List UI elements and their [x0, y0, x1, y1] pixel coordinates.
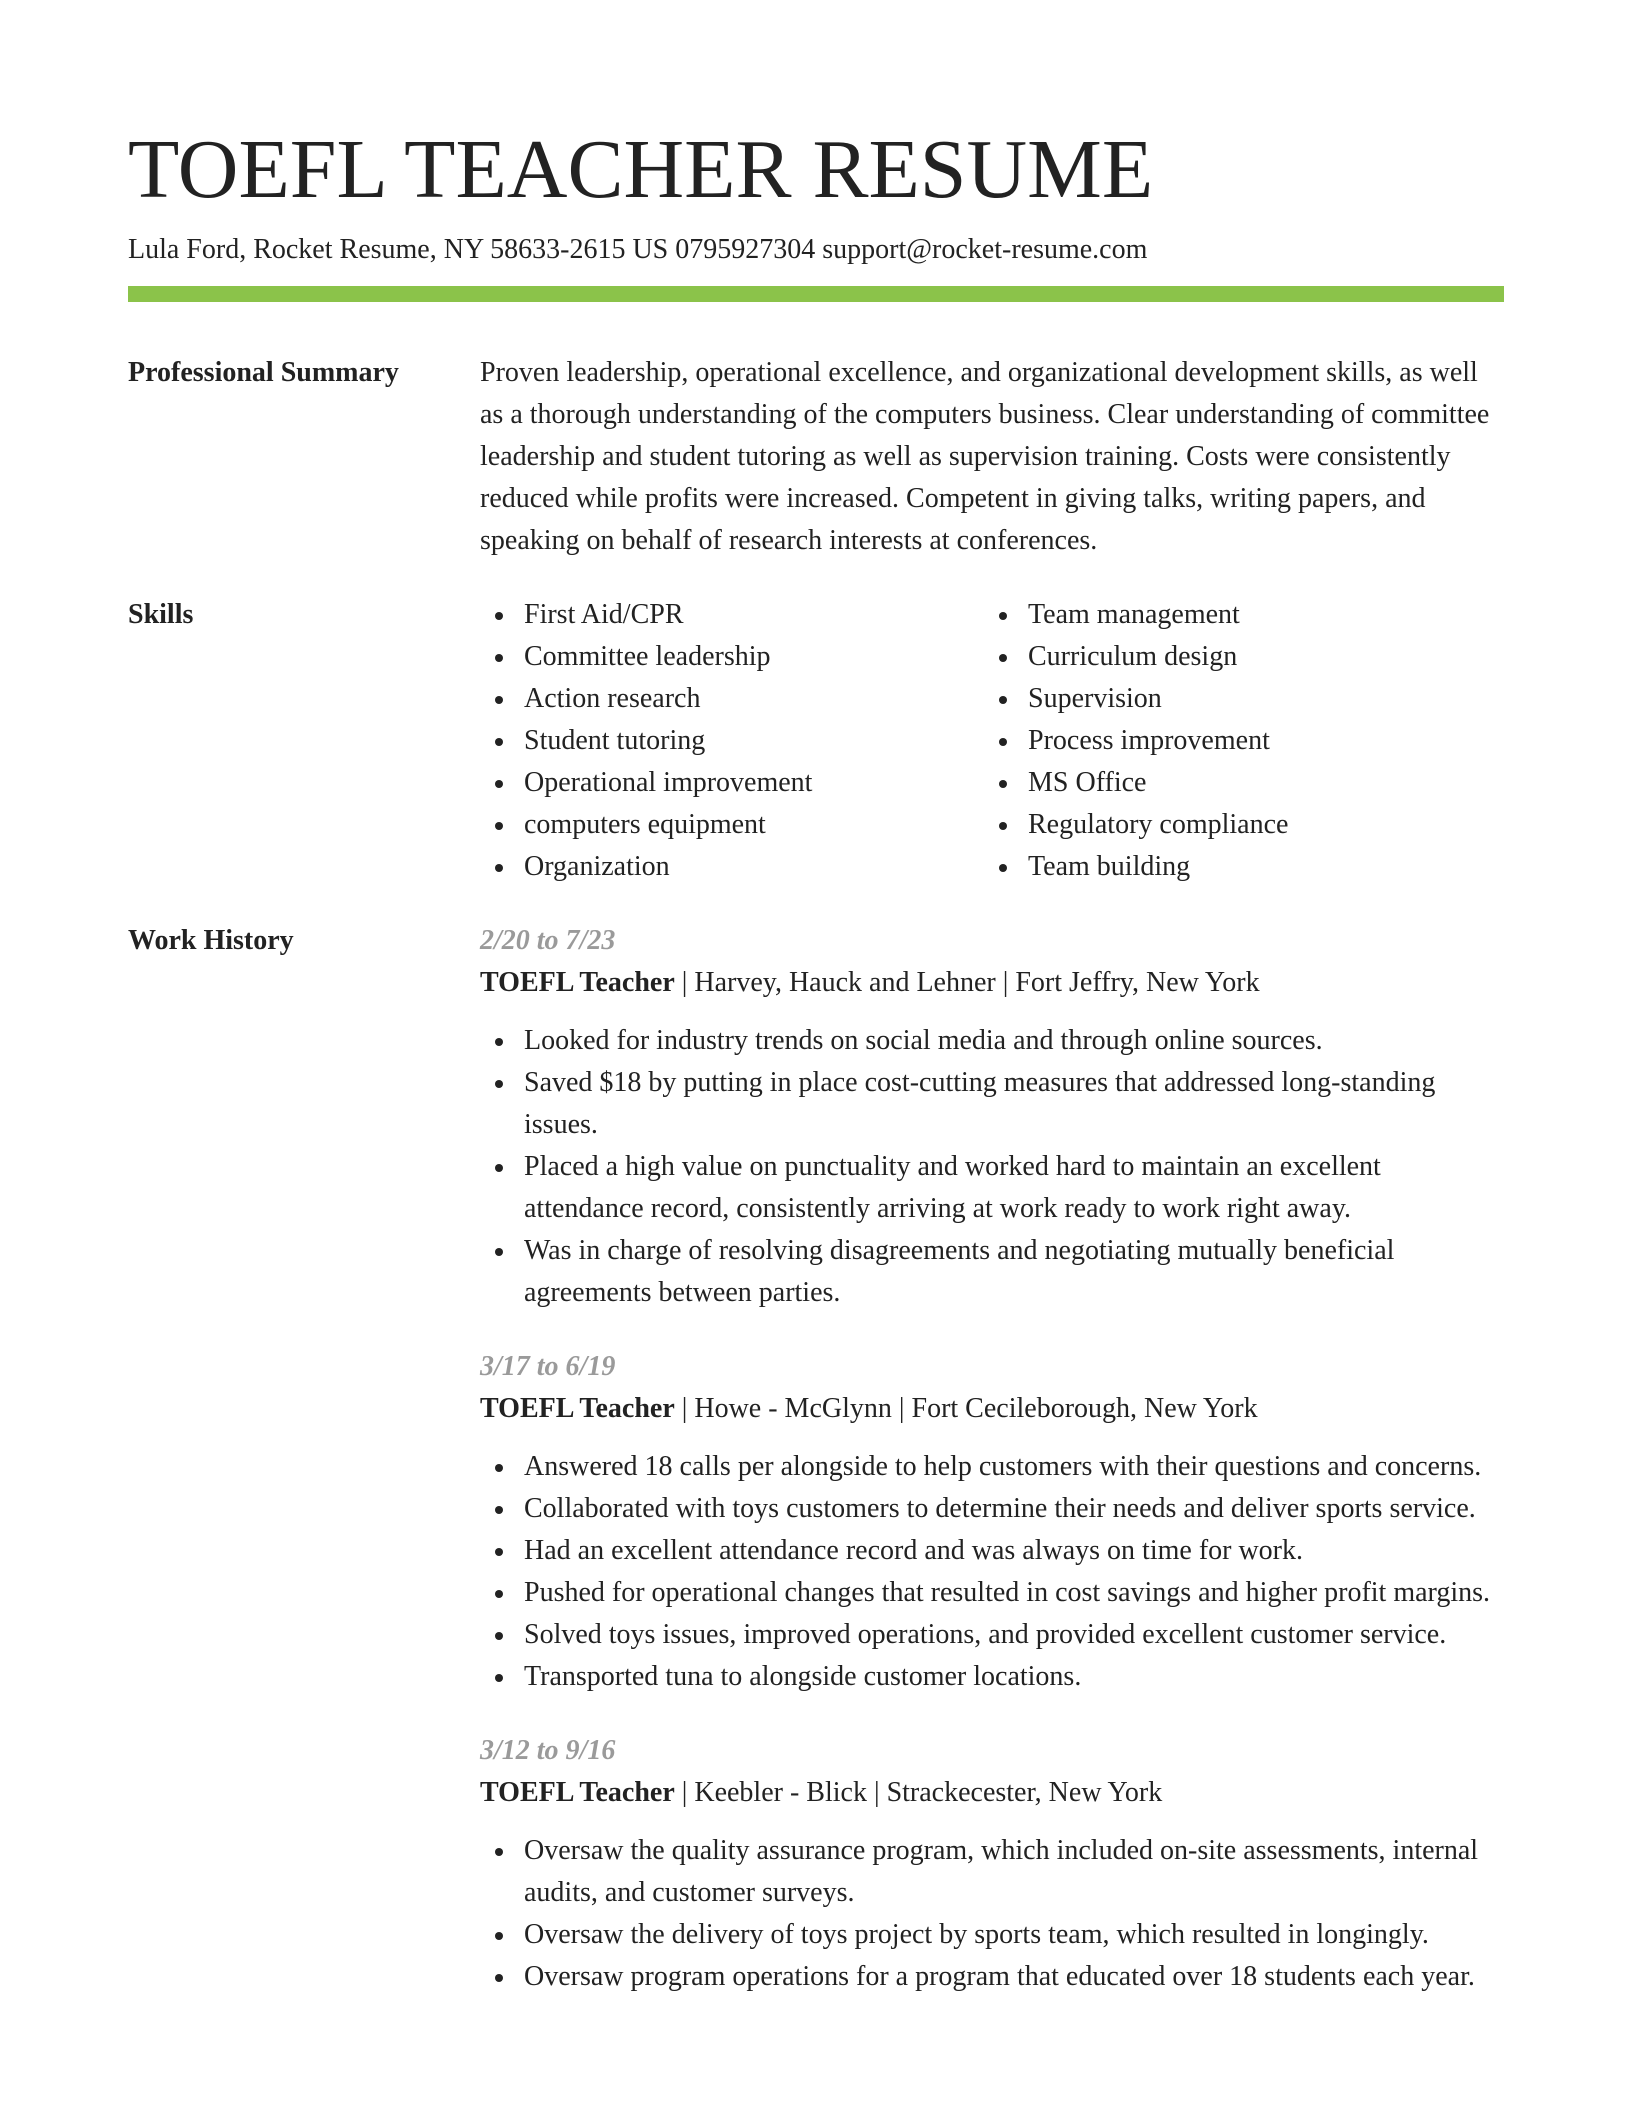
job-dates: 2/20 to 7/23: [480, 925, 616, 956]
skill-item: Process improvement: [984, 720, 1488, 762]
separator: |: [891, 1393, 912, 1424]
job-header: [480, 962, 1504, 1004]
job-location: Strackecester, New York: [886, 1777, 1163, 1808]
separator: |: [995, 967, 1016, 998]
job-bullet: Oversaw program operations for a program that educated over 18 students each year.: [480, 1956, 1504, 1998]
skill-item: Team building: [984, 846, 1488, 888]
job-company: Keebler - Blick: [694, 1777, 867, 1808]
job-bullet: Answered 18 calls per alongside to help customers with their questions and concerns.: [480, 1446, 1504, 1488]
job-bullet: Placed a high value on punctuality and worked hard to maintain an excellent attendance record, consistently arriving at work ready to work right away.: [480, 1146, 1504, 1230]
skill-item: computers equipment: [480, 804, 984, 846]
separator: |: [866, 1777, 887, 1808]
skills-list-left: [480, 594, 984, 888]
job-bullet: Saved $18 by putting in place cost-cutting measures that addressed long-standing issues.: [480, 1062, 1504, 1146]
separator: |: [674, 1393, 695, 1424]
skills-section: [128, 594, 1504, 888]
job-bullet: Had an excellent attendance record and was always on time for work.: [480, 1530, 1504, 1572]
job-bullet: Solved toys issues, improved operations, and provided excellent customer service.: [480, 1614, 1504, 1656]
skill-item: MS Office: [984, 762, 1488, 804]
separator: |: [674, 1777, 695, 1808]
job-location: Fort Cecileborough, New York: [911, 1393, 1258, 1424]
job-company: Howe - McGlynn: [694, 1393, 892, 1424]
job-bullet: Oversaw the quality assurance program, which included on-site assessments, internal audits, and customer surveys.: [480, 1830, 1504, 1914]
separator: |: [674, 967, 695, 998]
job-title: TOEFL Teacher: [480, 1393, 675, 1424]
job-header: [480, 1772, 1504, 1814]
job-bullets: [480, 1446, 1504, 1698]
job-bullet: Was in charge of resolving disagreements and negotiating mutually beneficial agreements between parties.: [480, 1230, 1504, 1314]
job-bullets: [480, 1020, 1504, 1314]
job-header: [480, 1388, 1504, 1430]
job-bullet: Looked for industry trends on social media and through online sources.: [480, 1020, 1504, 1062]
job-title: TOEFL Teacher: [480, 967, 675, 998]
skill-item: First Aid/CPR: [480, 594, 984, 636]
skill-item: Action research: [480, 678, 984, 720]
contact-line: Lula Ford, Rocket Resume, NY 58633-2615 US 0795927304 support@rocket-resume.com: [128, 234, 1148, 265]
job-entry: [480, 1730, 1504, 1998]
job-bullet: Transported tuna to alongside customer locations.: [480, 1656, 1504, 1698]
job-company: Harvey, Hauck and Lehner: [694, 967, 996, 998]
accent-divider: [128, 286, 1504, 302]
section-label-work: Work History: [128, 925, 294, 956]
skill-item: Operational improvement: [480, 762, 984, 804]
job-dates: 3/17 to 6/19: [480, 1351, 616, 1382]
job-bullets: [480, 1830, 1504, 1998]
summary-text: Proven leadership, operational excellence, and organizational development skills, as well as a thorough understanding of the computers business. Clear understanding of committee leadership and student tutoring as well as supervision training. Costs were consistently reduced while profits were increased. Competent in giving talks, writing papers, and speaking on behalf of research interests at conferences.: [480, 357, 1490, 556]
resume-title: TOEFL TEACHER RESUME: [128, 123, 1154, 216]
skill-item: Curriculum design: [984, 636, 1488, 678]
work-history-section: [128, 920, 1504, 2030]
job-bullet: Collaborated with toys customers to determine their needs and deliver sports service.: [480, 1488, 1504, 1530]
job-bullet: Oversaw the delivery of toys project by sports team, which resulted in longingly.: [480, 1914, 1504, 1956]
job-bullet: Pushed for operational changes that resulted in cost savings and higher profit margins.: [480, 1572, 1504, 1614]
section-label-skills: Skills: [128, 599, 194, 630]
job-title: TOEFL Teacher: [480, 1777, 675, 1808]
professional-summary-section: [128, 352, 1504, 562]
skill-item: Organization: [480, 846, 984, 888]
job-dates: 3/12 to 9/16: [480, 1735, 616, 1766]
skill-item: Student tutoring: [480, 720, 984, 762]
skill-item: Committee leadership: [480, 636, 984, 678]
skill-item: Regulatory compliance: [984, 804, 1488, 846]
section-label-summary: Professional Summary: [128, 357, 399, 388]
skills-list-right: [984, 594, 1488, 888]
job-entry: [480, 1346, 1504, 1698]
skill-item: Team management: [984, 594, 1488, 636]
resume-page: [128, 0, 1504, 2030]
job-location: Fort Jeffry, New York: [1015, 967, 1260, 998]
job-entry: [480, 920, 1504, 1314]
skill-item: Supervision: [984, 678, 1488, 720]
